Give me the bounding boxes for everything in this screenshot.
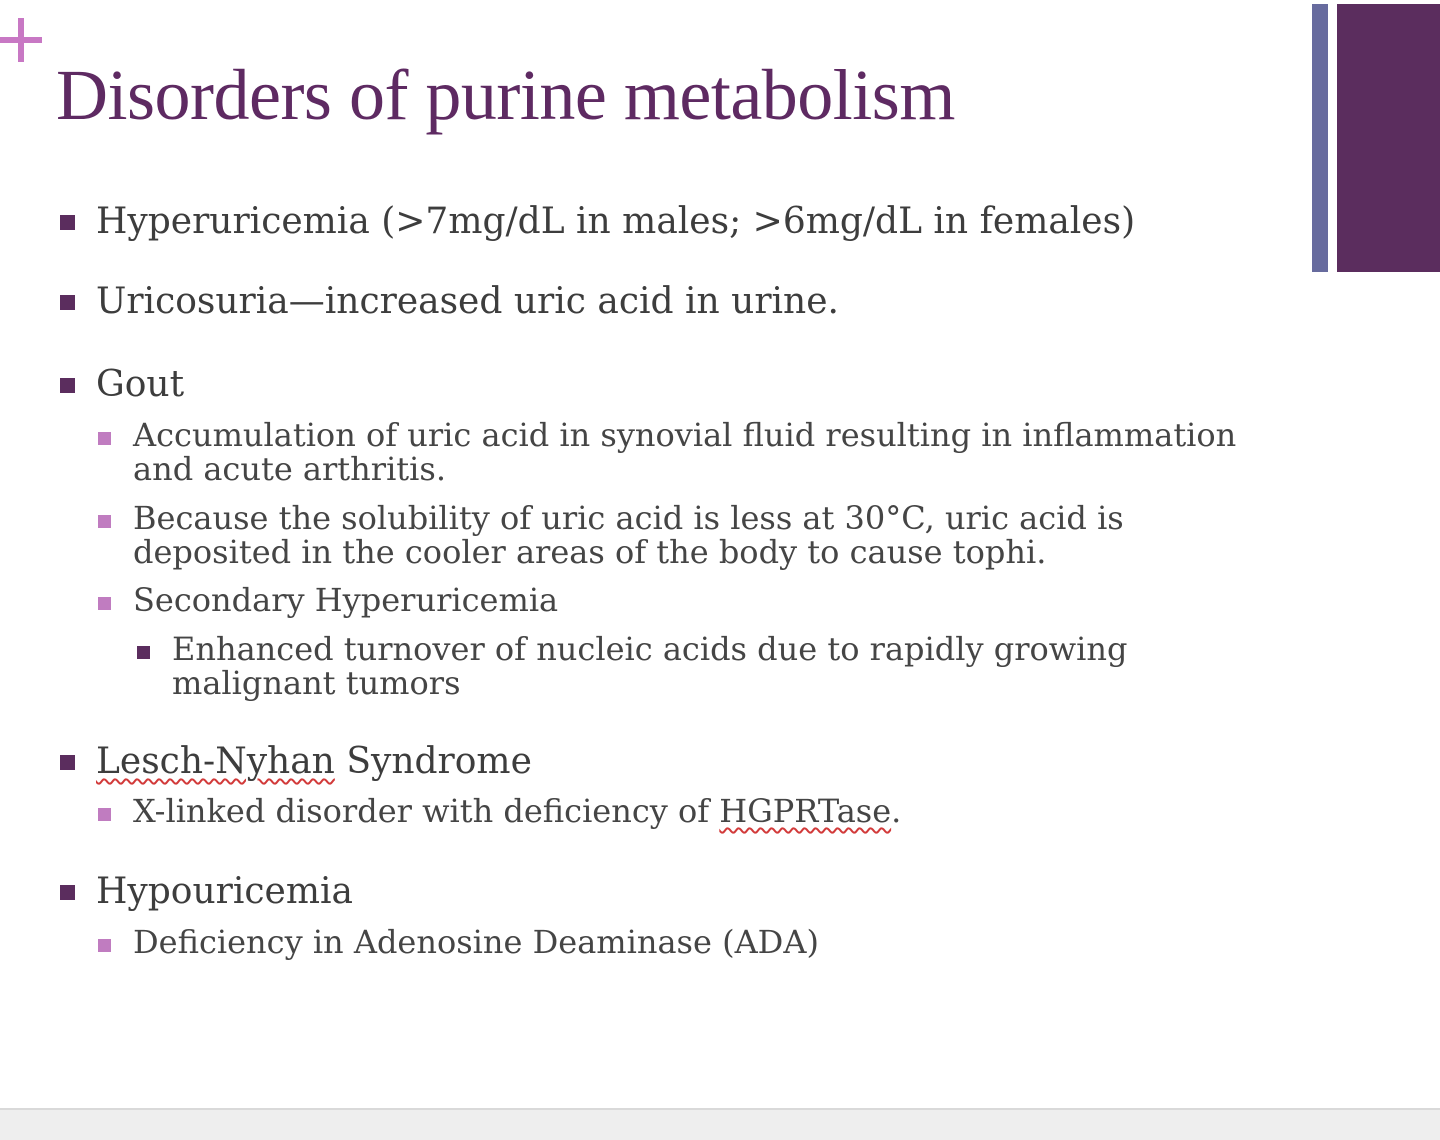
square-bullet-icon bbox=[98, 515, 111, 528]
bullet-text: Gout bbox=[96, 364, 185, 405]
slide-title: Disorders of purine metabolism bbox=[56, 55, 955, 135]
sub-bullet-text: Secondary Hyperuricemia bbox=[133, 581, 559, 619]
decorative-bar-thin bbox=[1312, 4, 1328, 272]
bullet-item bbox=[60, 363, 1260, 407]
sub-sub-bullet-item bbox=[137, 632, 1187, 700]
bullet-item bbox=[60, 870, 1260, 914]
square-bullet-icon bbox=[137, 646, 150, 659]
bullet-item bbox=[60, 280, 1260, 324]
bullet-text: Hypouricemia bbox=[96, 871, 353, 912]
bullet-text: Uricosuria—increased uric acid in urine. bbox=[96, 281, 839, 322]
sub-bullet-text bbox=[133, 794, 1248, 828]
status-bar bbox=[0, 1108, 1440, 1140]
spellcheck-flagged-word[interactable]: Lesch-Nyhan bbox=[96, 741, 335, 782]
square-bullet-icon bbox=[60, 295, 75, 310]
sub-bullet-item bbox=[98, 794, 1248, 828]
square-bullet-icon bbox=[60, 378, 75, 393]
sub-bullet-item bbox=[98, 418, 1273, 486]
bullet-text-part: Syndrome bbox=[334, 741, 532, 782]
spellcheck-flagged-word[interactable]: HGPRTase bbox=[719, 792, 892, 830]
sub-bullet-item bbox=[98, 501, 1148, 569]
bullet-item bbox=[60, 200, 1260, 244]
square-bullet-icon bbox=[60, 755, 75, 770]
sub-bullet-text: Deficiency in Adenosine Deaminase (ADA) bbox=[133, 923, 819, 961]
sub-bullet-text-part: . bbox=[891, 792, 902, 830]
bullet-text: Hyperuricemia (>7mg/dL in males; >6mg/dL in females) bbox=[96, 201, 1136, 242]
sub-bullet-text: Accumulation of uric acid in synovial fluid resulting in inflammation and acute arthritis. bbox=[133, 416, 1237, 488]
sub-bullet-item bbox=[98, 925, 1248, 959]
square-bullet-icon bbox=[60, 215, 75, 230]
bullet-text bbox=[96, 740, 1260, 784]
square-bullet-icon bbox=[60, 885, 75, 900]
decorative-bar-thick bbox=[1337, 4, 1440, 272]
sub-bullet-item bbox=[98, 583, 1248, 617]
square-bullet-icon bbox=[98, 432, 111, 445]
sub-bullet-text-part: X-linked disorder with deficiency of bbox=[133, 792, 720, 830]
sub-sub-bullet-text: Enhanced turnover of nucleic acids due to rapidly growing malignant tumors bbox=[172, 630, 1128, 702]
square-bullet-icon bbox=[98, 597, 111, 610]
bullet-item bbox=[60, 740, 1260, 784]
sub-bullet-text: Because the solubility of uric acid is less at 30°C, uric acid is deposited in the cooler areas of the body to cause tophi. bbox=[133, 499, 1124, 571]
square-bullet-icon bbox=[98, 808, 111, 821]
square-bullet-icon bbox=[98, 939, 111, 952]
